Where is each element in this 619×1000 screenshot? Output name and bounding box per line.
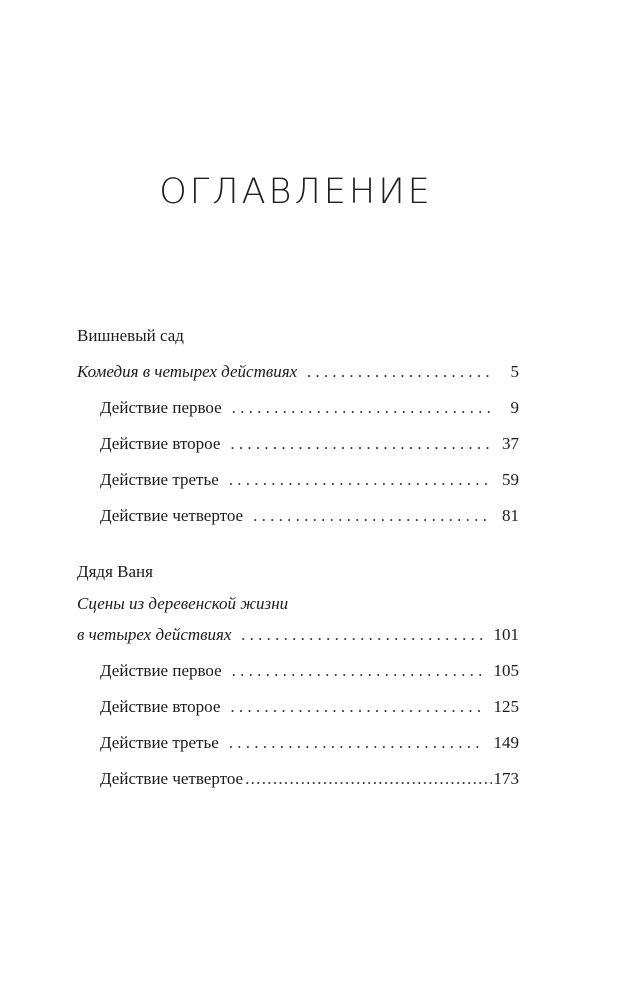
- toc-page-number: 81: [502, 506, 519, 525]
- dot-leader: [232, 653, 484, 689]
- dot-leader: [253, 498, 491, 534]
- dot-leader: [307, 354, 491, 390]
- dot-leader: [232, 390, 491, 426]
- toc-page-number: 149: [493, 733, 519, 752]
- toc-entry-label: Комедия в четырех действиях: [77, 362, 298, 381]
- toc-entry[interactable]: [77, 390, 519, 426]
- toc-entry-label: Действие первое: [100, 398, 222, 417]
- toc-entry-label: в четырех действиях: [77, 625, 232, 644]
- toc-page-number: 125: [493, 697, 519, 716]
- toc-entry-label: Действие первое: [100, 661, 222, 680]
- toc-page-number: 9: [510, 398, 519, 417]
- toc-entry[interactable]: [77, 462, 519, 498]
- dot-leader: [241, 617, 483, 653]
- toc-page-number: 105: [493, 661, 519, 680]
- dot-leader: [229, 462, 491, 498]
- toc-entry[interactable]: [77, 689, 519, 725]
- toc-page-number: 59: [502, 470, 519, 489]
- section-heading-text: Дядя Ваня: [77, 562, 153, 581]
- dot-leader: [230, 689, 483, 725]
- toc-section-heading: [77, 318, 519, 354]
- dot-leader: [245, 761, 491, 797]
- page-title: ОГЛАВЛЕНИЕ: [159, 172, 433, 212]
- toc-entry-label: Действие второе: [100, 434, 221, 453]
- toc-subtitle-line: [77, 590, 519, 617]
- toc-entry-label: Действие третье: [100, 733, 219, 752]
- toc-entry[interactable]: [77, 426, 519, 462]
- toc-page-number: 173: [493, 769, 519, 788]
- toc-section-heading: [77, 554, 519, 590]
- toc-page-number: 37: [502, 434, 519, 453]
- toc-entry[interactable]: [77, 653, 519, 689]
- toc-entry-label: Действие четвертое: [100, 506, 244, 525]
- toc-page-number: 5: [510, 362, 519, 381]
- toc-section-cherry-orchard: [77, 318, 519, 534]
- toc-entry-label: Действие второе: [100, 697, 221, 716]
- toc-entry-subtitle[interactable]: [77, 354, 519, 390]
- toc-entry[interactable]: [77, 725, 519, 761]
- toc-entry-label: Действие четвертое: [100, 769, 244, 788]
- dot-leader: [230, 426, 491, 462]
- toc-entry[interactable]: [77, 761, 519, 797]
- toc-entry-label: Действие третье: [100, 470, 219, 489]
- toc-entry[interactable]: [77, 498, 519, 534]
- toc-section-uncle-vanya: [77, 554, 519, 797]
- section-heading-text: Вишневый сад: [77, 326, 184, 345]
- toc-page-number: 101: [493, 625, 519, 644]
- toc-entry-subtitle[interactable]: [77, 617, 519, 653]
- dot-leader: [229, 725, 484, 761]
- toc-entry-label: Сцены из деревенской жизни: [77, 594, 289, 613]
